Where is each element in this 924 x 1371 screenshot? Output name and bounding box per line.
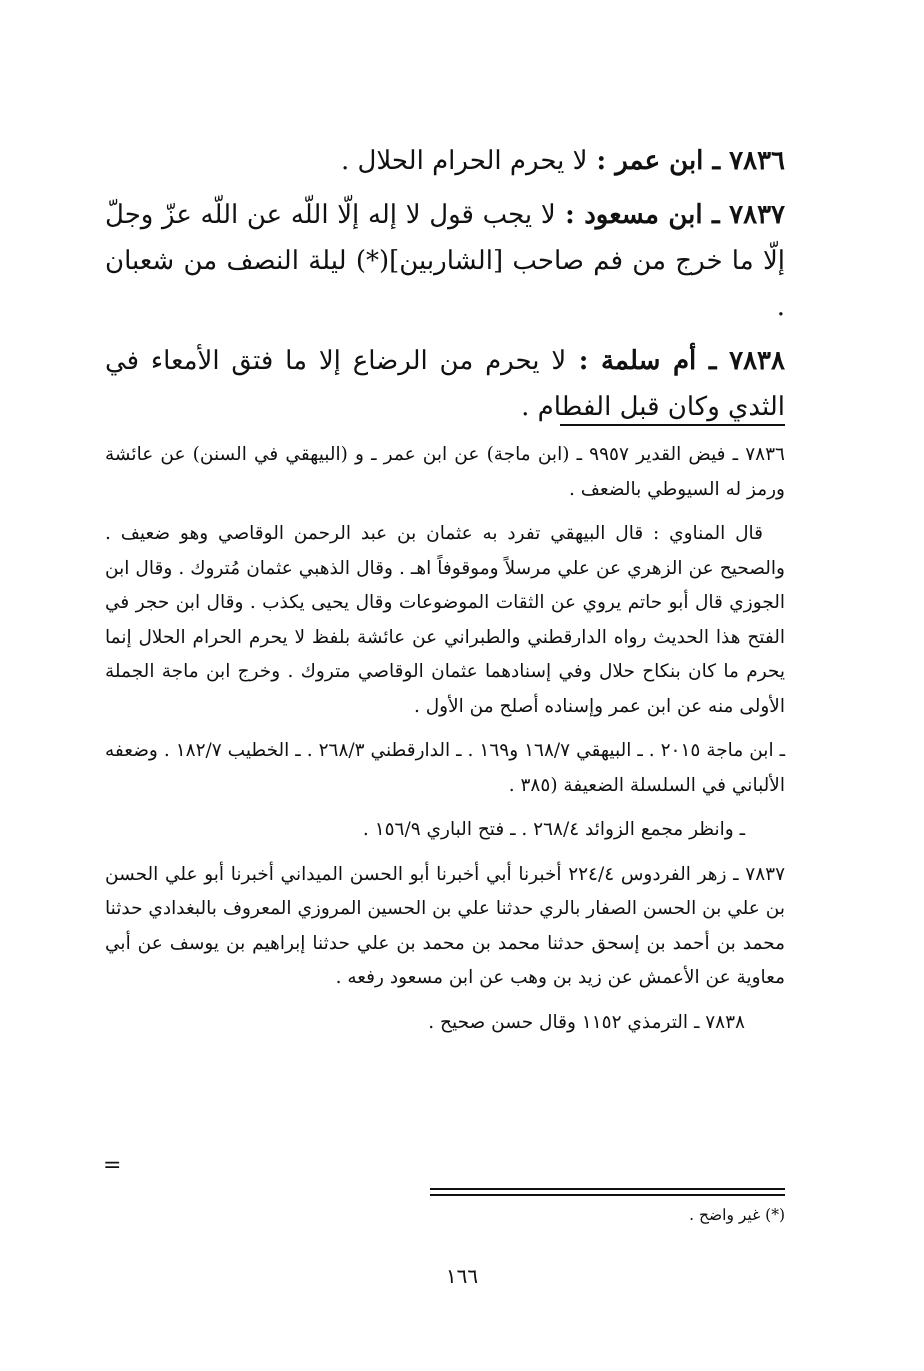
page-number: ١٦٦	[445, 1264, 479, 1288]
main-text-rule	[560, 424, 785, 426]
hadith-colon: :	[587, 146, 607, 176]
hadith-narrator: أم سلمة	[600, 346, 697, 376]
hadith-7836	[105, 138, 785, 184]
hadith-7837	[105, 192, 785, 330]
footnote-rule-top	[430, 1188, 785, 1190]
hadith-colon: :	[566, 346, 589, 376]
note-7837: ٧٨٣٧ ـ زهر الفردوس ٢٢٤/٤ أخبرنا أبي أخبرنا أبو الحسن الميداني أخبرنا أبو علي الحسن بن علي بن الحسن الصفار بالري حدثنا علي بن الحسين المروزي المعروف بالبغدادي حدثنا محمد بن أحمد بن إسحق حدثنا محمد بن محمد بن علي حدثنا إبراهيم بن يوسف عن أبي معاوية عن الأعمش عن زيد بن وهب عن ابن مسعود رفعه .	[105, 863, 786, 988]
hadith-separator: ـ	[696, 346, 717, 376]
hadith-separator: ـ	[702, 200, 720, 230]
hadith-number: ٧٨٣٦	[729, 146, 785, 176]
hadith-separator: ـ	[703, 146, 721, 176]
footnote: (*) غير واضح .	[689, 1206, 785, 1224]
hadith-narrator: ابن عمر	[615, 146, 704, 176]
note-see-also: ـ وانظر مجمع الزوائد ٢٦٨/٤ . ـ فتح الباري ١٥٦/٩ .	[362, 819, 745, 840]
hadith-text: لا يحرم الحرام الحلال .	[340, 146, 588, 176]
notes-section	[105, 438, 785, 1050]
note-munawi: قال المناوي : قال البيهقي تفرد به عثمان بن عبد الرحمن الوقاصي وهو ضعيف . والصحيح عن الزهري عن علي مرسلاً وموقوفاً اهـ . وقال الذهبي عثمان مُتروك . وقال ابن الجوزي قال أبو حاتم يروي عن الثقات الموضوعات وقال يحيى يكذب . وقال ابن حجر في الفتح هذا الحديث رواه الدارقطني والطبراني عن عائشة بلفظ لا يحرم الحرام الحلال إنما يحرم ما كان بنكاح حلال وفي إسنادهما عثمان الوقاصي متروك . وخرج ابن ماجة الجملة الأولى منه عن ابن عمر وإسناده أصلح من الأول .	[105, 523, 785, 717]
hadith-text: لا يحرم من الرضاع إلا ما فتق الأمعاء في الثدي وكان قبل الفطام .	[105, 346, 785, 422]
note-7838: ٧٨٣٨ ـ الترمذي ١١٥٢ وقال حسن صحيح .	[428, 1011, 745, 1033]
continuation-mark: =	[103, 1153, 122, 1178]
note-7836: ٧٨٣٦ ـ فيض القدير ٩٩٥٧ ـ (ابن ماجة) عن ابن عمر ـ و (البيهقي في السنن) عن عائشة ورمز له السيوطي بالضعف .	[105, 444, 785, 500]
hadith-number: ٧٨٣٧	[729, 200, 785, 230]
hadith-text: لا يجب قول لا إله إلّا اللّه عن اللّه عزّ وجلّ إلّا ما خرج من فم صاحب [الشاربين](*) ليلة النصف من شعبان .	[105, 200, 785, 322]
note-references: ـ ابن ماجة ٢٠١٥ . ـ البيهقي ١٦٨/٧ و١٦٩ . ـ الدارقطني ٢٦٨/٣ . ـ الخطيب ١٨٢/٧ . وضعفه الألباني في السلسلة الضعيفة (٣٨٥ .	[105, 740, 785, 796]
footnote-rule-bottom	[430, 1194, 785, 1196]
hadith-number: ٧٨٣٨	[729, 346, 785, 376]
hadith-narrator: ابن مسعود	[584, 200, 703, 230]
hadith-7838	[105, 338, 785, 430]
hadith-colon: :	[555, 200, 575, 230]
